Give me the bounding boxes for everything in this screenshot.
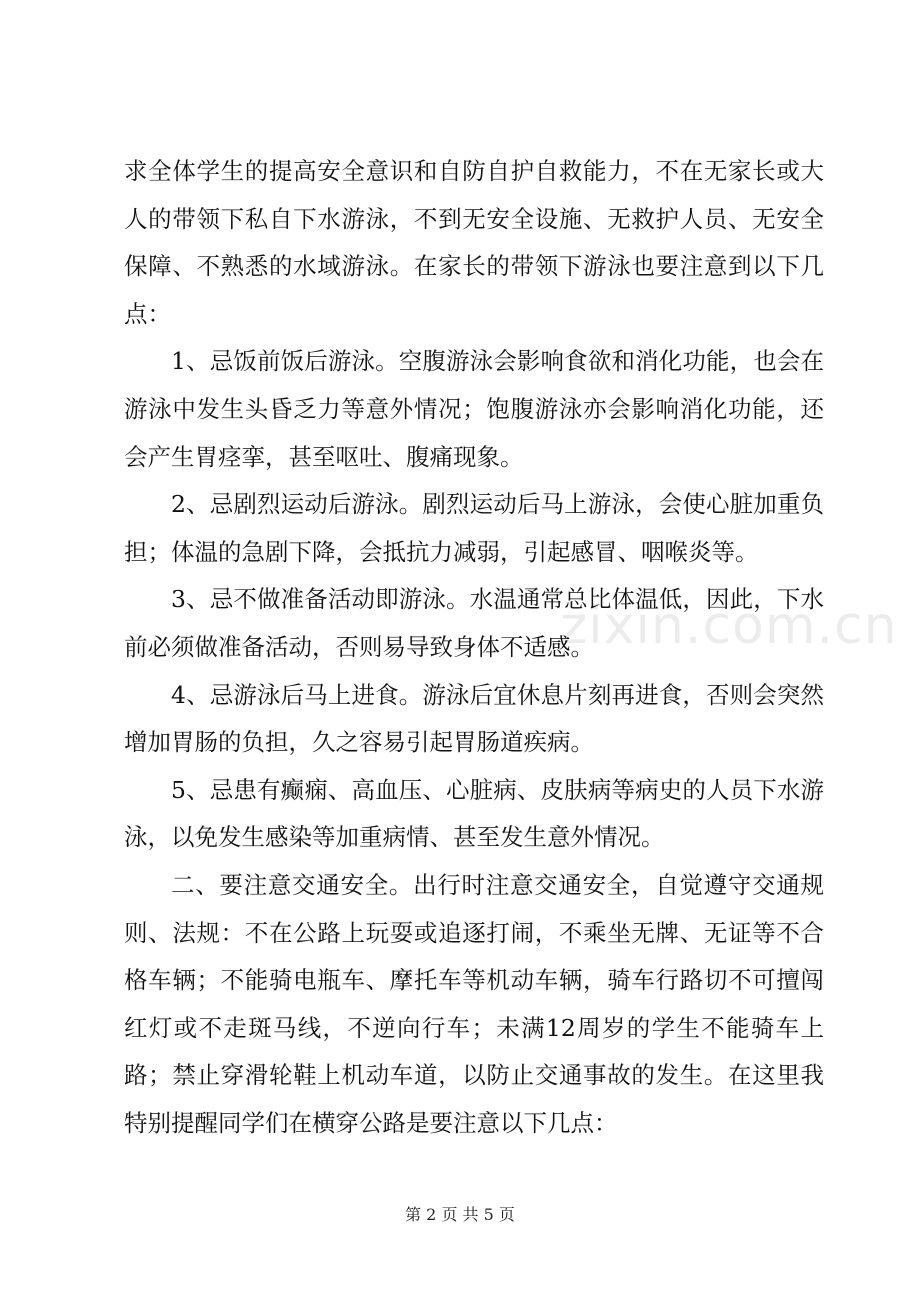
paragraph-3: 3、忌不做准备活动即游泳。水温通常总比体温低，因此，下水前必须做准备活动，否则易导致身体不适感。 <box>124 585 824 661</box>
page-footer: 第 2 页 共 5 页 <box>405 1205 515 1224</box>
paragraph-5: 5、忌患有癫痫、高血压、心脏病、皮肤病等病史的人员下水游泳，以免发生感染等加重病情、甚至发生意外情况。 <box>124 775 824 852</box>
paragraph-0: 求全体学生的提高安全意识和自防自护自救能力，不在无家长或大人的带领下私自下水游泳，不到无安全设施、无救护人员、无安全保障、不熟悉的水域游泳。在家长的带领下游泳也要注意到以下几点： <box>124 157 824 328</box>
watermark: zixin.com.cn <box>560 596 898 656</box>
paragraph-4: 4、忌游泳后马上进食。游泳后宜休息片刻再进食，否则会突然增加胃肠的负担，久之容易引起胃肠道疾病。 <box>124 680 824 757</box>
paragraph-2: 2、忌剧烈运动后游泳。剧烈运动后马上游泳，会使心脏加重负担；体温的急剧下降，会抵抗力减弱，引起感冒、咽喉炎等。 <box>124 490 824 566</box>
paragraph-1: 1、忌饭前饭后游泳。空腹游泳会影响食欲和消化功能，也会在游泳中发生头昏乏力等意外情况；饱腹游泳亦会影响消化功能，还会产生胃痉挛，甚至呕吐、腹痛现象。 <box>124 347 824 471</box>
paragraph-6: 二、要注意交通安全。出行时注意交通安全，自觉遵守交通规则、法规：不在公路上玩耍或追逐打闹，不乘坐无牌、无证等不合格车辆；不能骑电瓶车、摩托车等机动车辆，骑车行路切不可擅闯红灯或不走斑马线，不逆向行车；未满12周岁的学生不能骑车上路；禁止穿滑轮鞋上机动车道，以防止交通事故的发生。在这里我特别提醒同学们在横穿公路是要注意以下几点： <box>124 870 824 1137</box>
